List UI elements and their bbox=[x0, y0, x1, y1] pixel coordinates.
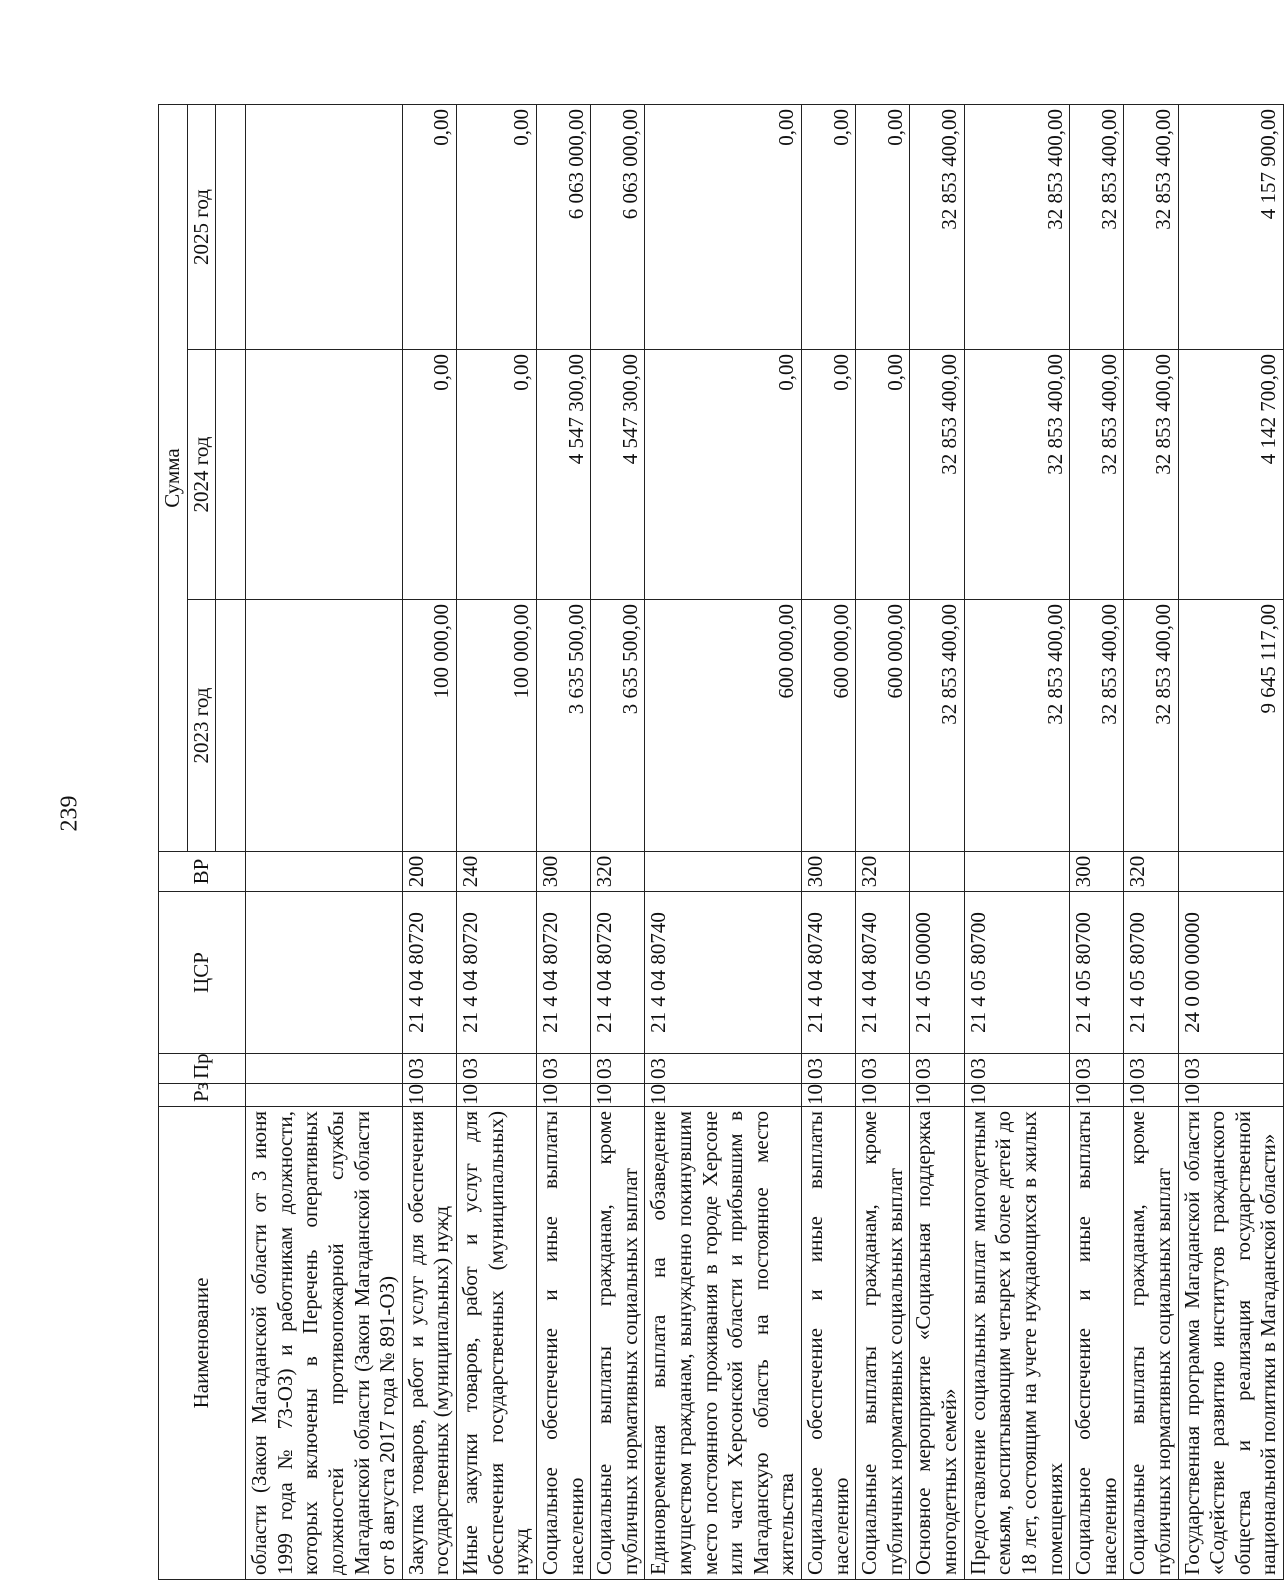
cell-y2024: 0,00 bbox=[402, 350, 456, 600]
cell-y2024: 32 853 400,00 bbox=[964, 350, 1069, 600]
cell-csr: 21 4 04 80720 bbox=[457, 892, 537, 1054]
table-row bbox=[910, 104, 964, 1579]
header-summa: Сумма bbox=[159, 104, 188, 851]
cell-name: Предоставление социальных выплат многодетным семьям, воспитывающим четырех и более детей до 18 лет, состоящим на учете нуждающихся в жилых помещениях bbox=[964, 1107, 1069, 1580]
cell-rz: 10 bbox=[1070, 1084, 1124, 1107]
cell-pr: 03 bbox=[536, 1054, 590, 1084]
table-row bbox=[457, 104, 537, 1579]
cell-csr: 21 4 04 80740 bbox=[645, 892, 802, 1054]
cell-name: Социальные выплаты гражданам, кроме публичных нормативных социальных выплат bbox=[591, 1107, 645, 1580]
cell-pr: 03 bbox=[591, 1054, 645, 1084]
cell-y2025: 4 157 900,00 bbox=[1178, 104, 1283, 349]
cell-y2025: 6 063 000,00 bbox=[536, 104, 590, 349]
cell-name: Социальное обеспечение и иные выплаты населению bbox=[802, 1107, 856, 1580]
cell-y2023: 32 853 400,00 bbox=[1124, 600, 1178, 852]
header-name: Наименование bbox=[159, 1107, 246, 1580]
header-2025: 2025 год bbox=[187, 104, 216, 349]
cell-y2023: 32 853 400,00 bbox=[1070, 600, 1124, 852]
cell-y2025: 0,00 bbox=[802, 104, 856, 349]
cell-y2025: 32 853 400,00 bbox=[1070, 104, 1124, 349]
cell-csr: 21 4 04 80740 bbox=[856, 892, 910, 1054]
cell-vr: 320 bbox=[1124, 852, 1178, 892]
header-2023: 2023 год bbox=[187, 600, 216, 852]
cell-vr: 300 bbox=[802, 852, 856, 892]
cell-y2023: 9 645 117,00 bbox=[1178, 600, 1283, 852]
table-row bbox=[856, 104, 910, 1579]
header-spacer bbox=[216, 600, 246, 852]
header-2024: 2024 год bbox=[187, 350, 216, 600]
cell-rz: 10 bbox=[964, 1084, 1069, 1107]
cell-name: Закупка товаров, работ и услуг для обеспечения государственных (муниципальных) нужд bbox=[402, 1107, 456, 1580]
table-body bbox=[246, 104, 1284, 1579]
cell-csr: 21 4 05 80700 bbox=[1124, 892, 1178, 1054]
cell-csr: 21 4 04 80720 bbox=[536, 892, 590, 1054]
cell-rz: 10 bbox=[910, 1084, 964, 1107]
rotated-table-container bbox=[158, 105, 1281, 1580]
cell-csr: 21 4 05 00000 bbox=[910, 892, 964, 1054]
cell-y2025: 0,00 bbox=[457, 104, 537, 349]
cell-y2023: 32 853 400,00 bbox=[964, 600, 1069, 852]
cell-y2024: 0,00 bbox=[457, 350, 537, 600]
cell-vr bbox=[246, 852, 403, 892]
table-row bbox=[536, 104, 590, 1579]
cell-y2024: 0,00 bbox=[856, 350, 910, 600]
cell-rz bbox=[246, 1084, 403, 1107]
cell-name: Социальное обеспечение и иные выплаты населению bbox=[536, 1107, 590, 1580]
cell-y2023 bbox=[246, 600, 403, 852]
cell-vr bbox=[910, 852, 964, 892]
cell-y2024: 32 853 400,00 bbox=[1070, 350, 1124, 600]
cell-name: Иные закупки товаров, работ и услуг для обеспечения государственных (муниципальных) нужд bbox=[457, 1107, 537, 1580]
cell-rz: 10 bbox=[591, 1084, 645, 1107]
cell-name: Основное мероприятие «Социальная поддержка многодетных семей» bbox=[910, 1107, 964, 1580]
cell-csr: 21 4 04 80720 bbox=[591, 892, 645, 1054]
budget-table bbox=[158, 104, 1284, 1580]
cell-pr: 03 bbox=[1070, 1054, 1124, 1084]
table-row bbox=[645, 104, 802, 1579]
table-row bbox=[402, 104, 456, 1579]
cell-pr: 03 bbox=[856, 1054, 910, 1084]
cell-name: Социальное обеспечение и иные выплаты населению bbox=[1070, 1107, 1124, 1580]
header-spacer bbox=[216, 350, 246, 600]
cell-y2025: 32 853 400,00 bbox=[910, 104, 964, 349]
cell-y2023: 3 635 500,00 bbox=[536, 600, 590, 852]
cell-pr: 03 bbox=[910, 1054, 964, 1084]
header-vr: ВР bbox=[159, 852, 246, 892]
cell-y2025: 32 853 400,00 bbox=[1124, 104, 1178, 349]
cell-vr bbox=[964, 852, 1069, 892]
cell-csr: 21 4 04 80740 bbox=[802, 892, 856, 1054]
header-spacer bbox=[216, 104, 246, 349]
cell-vr: 240 bbox=[457, 852, 537, 892]
cell-vr: 320 bbox=[591, 852, 645, 892]
cell-y2023: 32 853 400,00 bbox=[910, 600, 964, 852]
cell-y2024: 0,00 bbox=[645, 350, 802, 600]
cell-vr: 300 bbox=[536, 852, 590, 892]
table-row bbox=[246, 104, 403, 1579]
header-pr: Пр bbox=[159, 1054, 246, 1084]
cell-rz: 10 bbox=[1124, 1084, 1178, 1107]
cell-name: Социальные выплаты гражданам, кроме публичных нормативных социальных выплат bbox=[856, 1107, 910, 1580]
cell-y2023: 600 000,00 bbox=[802, 600, 856, 852]
cell-vr: 300 bbox=[1070, 852, 1124, 892]
cell-y2025: 32 853 400,00 bbox=[964, 104, 1069, 349]
cell-pr: 03 bbox=[645, 1054, 802, 1084]
cell-rz: 10 bbox=[802, 1084, 856, 1107]
table-row bbox=[1124, 104, 1178, 1579]
cell-y2024: 4 547 300,00 bbox=[591, 350, 645, 600]
cell-y2023: 100 000,00 bbox=[457, 600, 537, 852]
cell-y2024: 4 142 700,00 bbox=[1178, 350, 1283, 600]
cell-y2025: 6 063 000,00 bbox=[591, 104, 645, 349]
cell-y2025 bbox=[246, 104, 403, 349]
cell-pr: 03 bbox=[1178, 1054, 1283, 1084]
cell-y2025: 0,00 bbox=[856, 104, 910, 349]
cell-y2023: 600 000,00 bbox=[645, 600, 802, 852]
cell-rz: 10 bbox=[856, 1084, 910, 1107]
cell-y2023: 3 635 500,00 bbox=[591, 600, 645, 852]
cell-rz: 10 bbox=[645, 1084, 802, 1107]
cell-y2024: 4 547 300,00 bbox=[536, 350, 590, 600]
cell-name: области (Закон Магаданской области от 3 июня 1999 года № 73-ОЗ) и работникам должности, которых включены в Перечень оперативных должностей противопожарной службы Магаданской области (Закон Магаданской области от 8 августа 2017 года № 891-ОЗ) bbox=[246, 1107, 403, 1580]
cell-y2025: 0,00 bbox=[402, 104, 456, 349]
cell-y2023: 600 000,00 bbox=[856, 600, 910, 852]
cell-pr: 03 bbox=[457, 1054, 537, 1084]
cell-vr bbox=[1178, 852, 1283, 892]
cell-csr: 21 4 04 80720 bbox=[402, 892, 456, 1054]
cell-y2024: 0,00 bbox=[802, 350, 856, 600]
cell-pr: 03 bbox=[402, 1054, 456, 1084]
cell-pr bbox=[246, 1054, 403, 1084]
cell-y2025: 0,00 bbox=[645, 104, 802, 349]
cell-vr: 200 bbox=[402, 852, 456, 892]
table-row bbox=[1070, 104, 1124, 1579]
cell-vr: 320 bbox=[856, 852, 910, 892]
cell-name: Государственная программа Магаданской области «Содействие развитию институтов гражданского общества и реализация государственной национальной политики в Магаданской области» bbox=[1178, 1107, 1283, 1580]
cell-y2023: 100 000,00 bbox=[402, 600, 456, 852]
cell-y2024: 32 853 400,00 bbox=[910, 350, 964, 600]
header-csr: ЦСР bbox=[159, 892, 246, 1054]
cell-name: Единовременная выплата на обзаведение имуществом гражданам, вынужденно покинувшим место постоянного проживания в городе Херсоне или части Херсонской области и прибывшим в Магаданскую область на постоянное место жительства bbox=[645, 1107, 802, 1580]
cell-pr: 03 bbox=[802, 1054, 856, 1084]
table-row bbox=[1178, 104, 1283, 1579]
cell-rz: 10 bbox=[457, 1084, 537, 1107]
table-row bbox=[802, 104, 856, 1579]
cell-rz: 10 bbox=[536, 1084, 590, 1107]
cell-name: Социальные выплаты гражданам, кроме публичных нормативных социальных выплат bbox=[1124, 1107, 1178, 1580]
cell-csr bbox=[246, 892, 403, 1054]
cell-csr: 24 0 00 00000 bbox=[1178, 892, 1283, 1054]
cell-csr: 21 4 05 80700 bbox=[1070, 892, 1124, 1054]
cell-y2024: 32 853 400,00 bbox=[1124, 350, 1178, 600]
cell-rz: 10 bbox=[1178, 1084, 1283, 1107]
cell-pr: 03 bbox=[964, 1054, 1069, 1084]
table-row bbox=[964, 104, 1069, 1579]
cell-vr bbox=[645, 852, 802, 892]
cell-csr: 21 4 05 80700 bbox=[964, 892, 1069, 1054]
header-rz: Рз bbox=[159, 1084, 246, 1107]
cell-y2024 bbox=[246, 350, 403, 600]
table-row bbox=[591, 104, 645, 1579]
cell-pr: 03 bbox=[1124, 1054, 1178, 1084]
page-number: 239 bbox=[56, 795, 83, 832]
cell-rz: 10 bbox=[402, 1084, 456, 1107]
